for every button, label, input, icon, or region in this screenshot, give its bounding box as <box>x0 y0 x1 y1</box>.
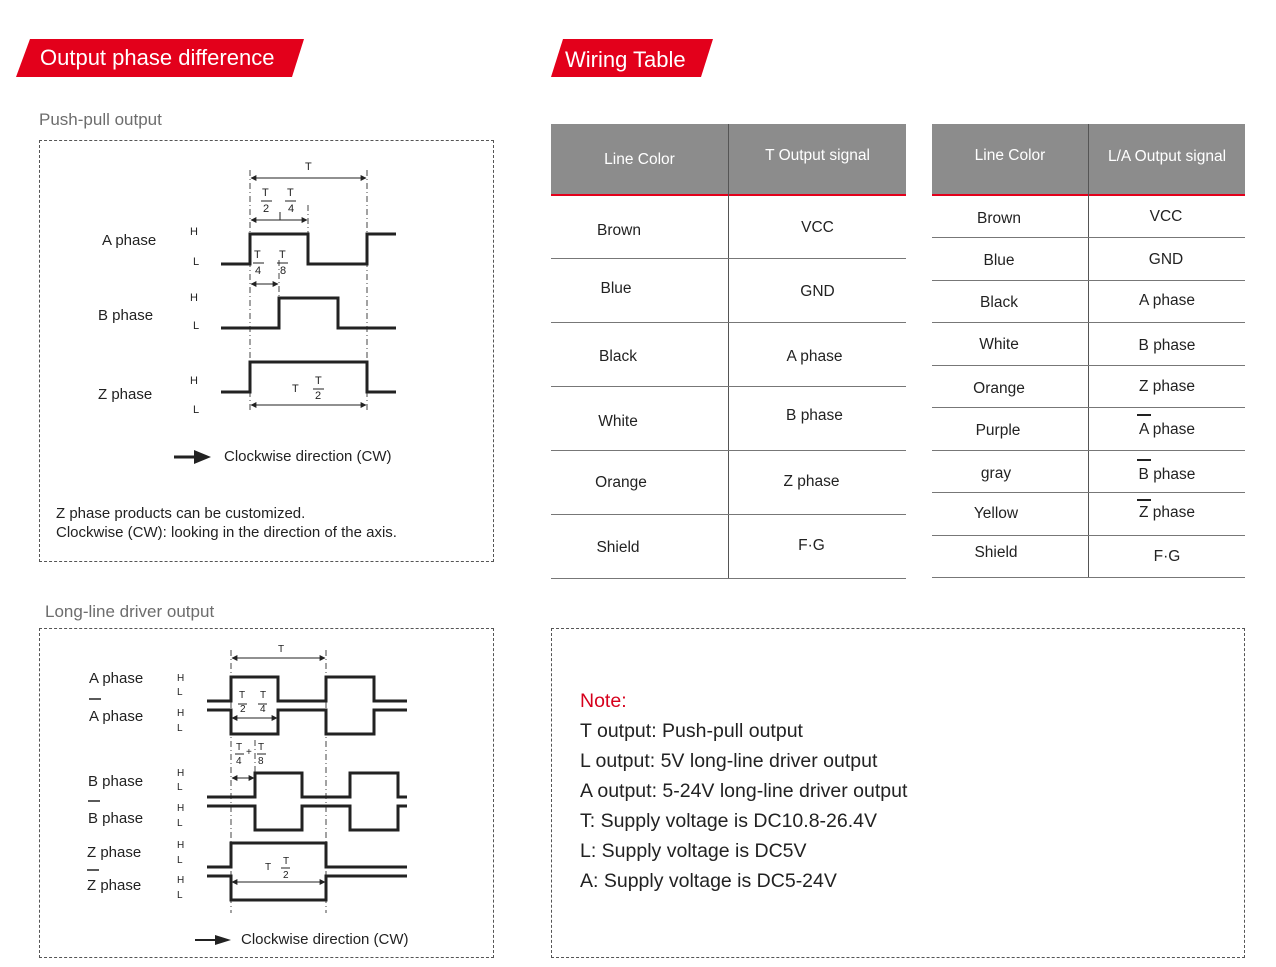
ll-z-label: Z phase <box>87 844 142 861</box>
pp-z-period-label: T <box>292 383 299 395</box>
table-la-header-signal: L/A Output signal <box>1107 148 1227 165</box>
table-t-rowline <box>551 514 906 515</box>
ll-l: L <box>177 687 183 698</box>
wiring-table-title: Wiring Table <box>565 47 686 72</box>
table-t-signal: VCC <box>801 219 834 236</box>
table-la-color: Blue <box>983 252 1015 269</box>
overline-a <box>1137 414 1151 416</box>
table-la-color: Orange <box>973 380 1025 397</box>
ll-frac-t4b-num: T <box>236 742 243 753</box>
table-la-rowline <box>932 365 1245 366</box>
pp-frac-t4b-den: 4 <box>255 265 262 277</box>
table-la-signal: A phase <box>1138 292 1196 309</box>
ll-h: H <box>177 768 185 779</box>
pp-note-2: Clockwise (CW): looking in the direction of the axis. <box>56 524 397 541</box>
ll-frac-t2-num: T <box>239 690 246 701</box>
table-t-header-signal: T Output signal <box>765 147 870 164</box>
table-la-signal: GND <box>1148 251 1184 268</box>
table-la-rowline <box>932 280 1245 281</box>
ll-b-bar-wave <box>207 806 407 830</box>
table-t-color: Orange <box>595 474 647 491</box>
table-t-rowline <box>551 386 906 387</box>
table-la-color: Shield <box>974 544 1018 561</box>
ll-z-bar-wave <box>207 876 407 900</box>
pp-l-label: L <box>193 256 200 268</box>
pp-cw-label: Clockwise direction (CW) <box>224 448 392 465</box>
ll-cw-label: Clockwise direction (CW) <box>241 931 409 948</box>
pp-h-label: H <box>190 226 198 238</box>
table-t-rowline <box>551 322 906 323</box>
ll-frac-t2-den: 2 <box>240 704 246 715</box>
pp-z-frac-den: 2 <box>315 390 322 402</box>
pp-h-label: H <box>190 292 198 304</box>
ll-frac-t8-den: 8 <box>258 756 264 767</box>
ll-cw-arrow <box>195 935 231 945</box>
pp-b-wave <box>221 298 396 328</box>
overline-b <box>1137 459 1151 461</box>
note-line: A output: 5-24V long-line driver output <box>580 780 908 802</box>
pp-cw-arrow <box>174 450 211 464</box>
table-la-color: White <box>979 336 1019 353</box>
pp-b-phase-label: B phase <box>98 307 154 324</box>
ll-frac-t8-num: T <box>258 742 265 753</box>
table-la-color: gray <box>980 465 1012 482</box>
ll-l: L <box>177 782 183 793</box>
pp-frac-t8-den: 8 <box>280 265 287 277</box>
pp-frac-t2-den: 2 <box>263 203 270 215</box>
ll-h: H <box>177 673 185 684</box>
table-la-rowline <box>932 450 1245 451</box>
ll-z-frac-num: T <box>283 856 290 867</box>
table-t-color: Shield <box>596 539 640 556</box>
ll-a-bar-label: A phase <box>89 708 144 725</box>
pp-frac-t4b-num: T <box>254 249 261 261</box>
table-t-signal: B phase <box>786 407 843 424</box>
ll-z-bar-label: Z phase <box>87 877 142 894</box>
table-la-header-color: Line Color <box>974 147 1046 164</box>
table-la-signal-bar: A phase <box>1138 421 1196 438</box>
table-t-signal: F·G <box>798 537 825 554</box>
table-la-signal-bar: Z phase <box>1138 504 1195 521</box>
table-t-color: White <box>598 413 638 430</box>
table-t-color: Black <box>599 348 637 365</box>
note-line: L: Supply voltage is DC5V <box>580 840 807 862</box>
ll-l: L <box>177 723 183 734</box>
table-la-rowline <box>932 407 1245 408</box>
pp-a-wave <box>221 234 396 264</box>
table-t-rowline <box>551 578 906 579</box>
overline-z <box>1137 499 1151 501</box>
table-la-rowline <box>932 492 1245 493</box>
ll-z-wave <box>207 843 407 867</box>
pp-a-phase-label: A phase <box>102 232 157 249</box>
long-line-waveforms <box>39 628 494 958</box>
ll-frac-t4-den: 4 <box>260 704 266 715</box>
pp-h-label: H <box>190 375 198 387</box>
note-line: T output: Push-pull output <box>580 720 803 742</box>
ll-a-bar-wave <box>207 710 407 734</box>
ll-l: L <box>177 890 183 901</box>
ll-h: H <box>177 708 185 719</box>
table-la-rowline <box>932 535 1245 536</box>
note-line: T: Supply voltage is DC10.8-26.4V <box>580 810 877 832</box>
ll-l: L <box>177 855 183 866</box>
ll-frac-t4b-den: 4 <box>236 756 242 767</box>
note-line: L output: 5V long-line driver output <box>580 750 878 772</box>
table-la-signal: VCC <box>1149 208 1183 225</box>
ll-b-bar-label: B phase <box>88 810 144 827</box>
pp-z-wave <box>221 362 396 392</box>
table-la-rowline <box>932 237 1245 238</box>
ll-a-label: A phase <box>89 670 144 687</box>
table-t-signal: Z phase <box>783 473 840 490</box>
notes-title: Note: <box>580 690 627 712</box>
table-la-color: Brown <box>977 210 1021 227</box>
note-line: A: Supply voltage is DC5-24V <box>580 870 837 892</box>
table-la-color: Purple <box>975 422 1021 439</box>
wiring-table-banner <box>551 39 713 77</box>
table-t-color: Blue <box>600 280 632 297</box>
ll-b-label: B phase <box>88 773 144 790</box>
pp-frac-t2-num: T <box>262 187 269 199</box>
pp-z-frac-num: T <box>315 375 322 387</box>
table-la-color: Black <box>980 294 1018 311</box>
table-t-rowline <box>551 258 906 259</box>
pp-frac-t8-num: T <box>279 249 286 261</box>
pp-note-1: Z phase products can be customized. <box>56 505 306 522</box>
ll-h: H <box>177 803 185 814</box>
push-pull-title: Push-pull output <box>39 110 162 129</box>
ll-b-wave <box>207 773 407 797</box>
output-phase-title: Output phase difference <box>40 45 275 70</box>
ll-l: L <box>177 818 183 829</box>
table-t-header-color: Line Color <box>604 151 675 168</box>
ll-z-period-label: T <box>265 862 272 873</box>
table-la-rowline <box>932 322 1245 323</box>
ll-h: H <box>177 840 185 851</box>
ll-h: H <box>177 875 185 886</box>
output-phase-banner <box>16 39 304 77</box>
ll-frac-t4-num: T <box>260 690 267 701</box>
pp-l-label: L <box>193 404 200 416</box>
table-la-signal-bar: B phase <box>1138 466 1196 483</box>
table-la-rowline <box>932 577 1245 578</box>
pp-period-label: T <box>305 161 312 173</box>
table-t-signal: A phase <box>786 348 843 365</box>
table-t-rowline <box>551 450 906 451</box>
ll-period-label: T <box>278 644 285 655</box>
table-la-signal: B phase <box>1138 337 1196 354</box>
table-la-color: Yellow <box>973 505 1019 522</box>
table-la-signal: F·G <box>1153 548 1181 565</box>
table-t-signal: GND <box>800 283 835 300</box>
table-t-color: Brown <box>597 222 641 239</box>
pp-z-phase-label: Z phase <box>98 386 153 403</box>
pp-frac-t4-den: 4 <box>288 203 295 215</box>
pp-frac-t4-num: T <box>287 187 294 199</box>
pp-l-label: L <box>193 320 200 332</box>
long-line-title: Long-line driver output <box>45 602 215 621</box>
table-la-signal: Z phase <box>1138 378 1195 395</box>
ll-plus: + <box>246 747 252 758</box>
ll-z-frac-den: 2 <box>283 870 289 881</box>
ll-a-wave <box>207 677 407 701</box>
